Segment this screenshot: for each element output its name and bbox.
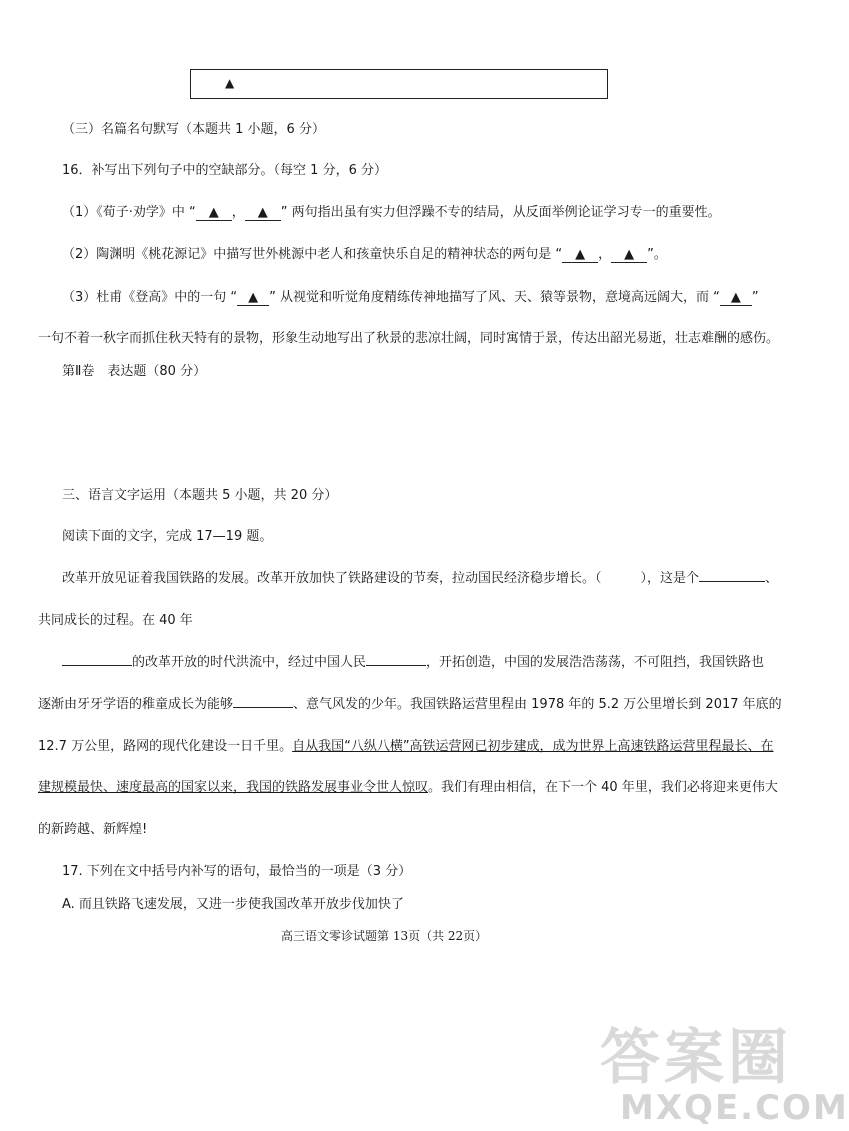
watermark-text: 答案圈: [600, 1023, 792, 1093]
section-language-heading: 三、语言文字运用（本题共 5 小题，共 20 分）: [62, 488, 338, 503]
page-footer: 高三语文零诊试题第 13页（共 22页）: [281, 929, 488, 943]
passage-line-6: 建规模最快、速度最高的国家以来，我国的铁路发展事业令世人惊叹。我们有理由相信，在下一个 40 年里，我们必将迎来更伟大: [38, 780, 778, 795]
reading-instruction: 阅读下面的文字，完成 17—19 题。: [62, 529, 273, 544]
passage-line-1: 改革开放见证着我国铁路的发展。改革开放加快了铁路建设的节奏，拉动国民经济稳步增长。（ ），这是个 、: [62, 571, 779, 586]
q16-item-1: （1）《荀子·劝学》中 “ ▲ ， ▲ ” 两句指出虽有实力但浮躁不专的结局，从反面举例论证学习专一的重要性。: [62, 205, 721, 220]
blank-marker: ▲: [562, 247, 598, 263]
q16-stem: 16．补写出下列句子中的空缺部分。（每空 1 分，6 分）: [62, 163, 387, 178]
q17-stem: 17. 下列在文中括号内补写的语句，最恰当的一项是（3 分）: [62, 864, 412, 879]
blank-marker: ▲: [225, 76, 235, 90]
blank-marker: ▲: [196, 205, 232, 221]
passage-line-5: 12.7 万公里，路网的现代化建设一日千里。自从我国“八纵八横”高铁运营网已初步建成，成为世界上高速铁路运营里程最长、在: [38, 739, 774, 754]
watermark-url: MXQE.COM: [620, 1088, 849, 1128]
underlined-sentence: 建规模最快、速度最高的国家以来，我国的铁路发展事业令世人惊叹: [38, 780, 429, 795]
blank-marker: ▲: [720, 290, 752, 306]
underlined-sentence: 自从我国“八纵八横”高铁运营网已初步建成，成为世界上高速铁路运营里程最长、在: [292, 739, 774, 754]
answer-box: [190, 69, 608, 99]
passage-line-2: 共同成长的过程。在 40 年: [38, 613, 193, 628]
passage-line-7: 的新跨越、新辉煌!: [38, 822, 148, 837]
q17-option-a: A. 而且铁路飞速发展，又进一步使我国改革开放步伐加快了: [62, 897, 404, 912]
passage-line-4: 逐渐由牙牙学语的稚童成长为能够 、意气风发的少年。我国铁路运营里程由 1978 年的 5.2 万公里增长到 2017 年底的: [38, 697, 782, 712]
blank-marker: ▲: [237, 290, 269, 306]
watermark-logo: [560, 1010, 849, 1131]
passage-line-3: 的改革开放的时代洪流中，经过中国人民 ，开拓创造，中国的发展浩浩荡荡，不可阻挡，我国铁路也: [62, 651, 764, 670]
section3-heading: （三）名篇名句默写（本题共 1 小题，6 分）: [62, 122, 325, 137]
blank-marker: ▲: [611, 247, 647, 263]
q16-item-3: （3）杜甫《登高》中的一句 “ ▲ ” 从视觉和听觉角度精练传神地描写了风、天、猿等景物，意境高远阔大，而 “ ▲ ”: [62, 290, 759, 305]
q16-item-3-cont: 一句不着一秋字而抓住秋天特有的景物，形象生动地写出了秋景的悲凉壮阔，同时寓情于景，传达出韶光易逝，壮志难酬的感伤。: [38, 331, 780, 346]
blank-marker: ▲: [245, 205, 281, 221]
q16-item-2: （2）陶渊明《桃花源记》中描写世外桃源中老人和孩童快乐自足的精神状态的两句是 “ ▲ ， ▲ ”。: [62, 247, 667, 262]
part2-heading: 第Ⅱ卷 表达题（80 分）: [62, 364, 207, 379]
